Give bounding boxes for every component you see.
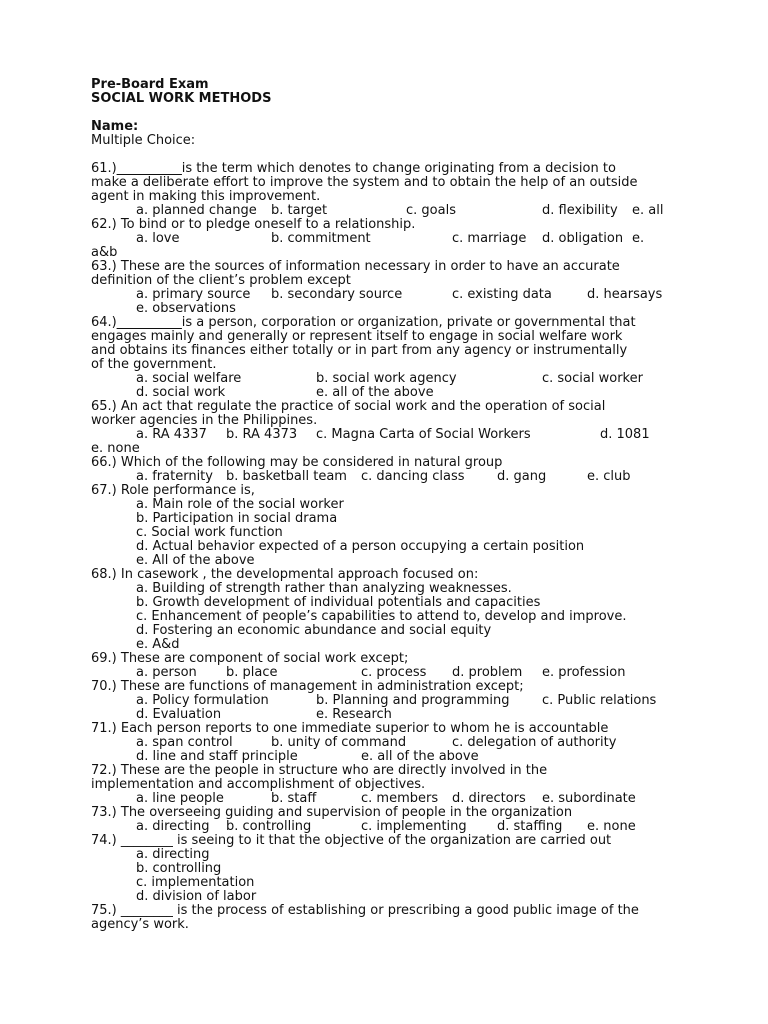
question-75: 75.) ________ is the process of establishing or prescribing a good public image of the [91,903,639,918]
option-d: d. gang [497,469,547,484]
options-row [91,694,691,708]
option-e: e. all [632,203,664,218]
question-text: agency’s work. [91,917,189,932]
option-e: e. subordinate [542,791,636,806]
option-c: c. social worker [542,371,643,386]
option-d: d. Actual behavior expected of a person occupying a certain position [136,539,585,554]
option-b: b. basketball team [226,469,347,484]
option-c-row [91,610,691,624]
question-71: 71.) Each person reports to one immediate superior to whom he is accountable [91,721,609,736]
option-c: c. delegation of authority [452,735,617,750]
question-text: definition of the client’s problem except [91,273,351,288]
option-b: b. unity of command [271,735,407,750]
option-e: e. all of the above [316,385,434,400]
option-b: b. Participation in social drama [136,511,338,526]
question-73: 73.) The overseeing guiding and supervision of people in the organization [91,805,573,820]
question-64 [91,316,691,330]
option-d: d. problem [452,665,523,680]
option-a-row [91,582,691,596]
option-a: a. Main role of the social worker [136,497,344,512]
option-e: e. club [587,469,631,484]
option-b: b. commitment [271,231,371,246]
option-a: a. love [136,231,180,246]
option-d: d. line and staff principle [136,749,298,764]
option-c: c. Magna Carta of Social Workers [316,427,531,442]
option-c: c. goals [406,203,456,218]
question-74: 74.) ________ is seeing to it that the objective of the organization are carried out [91,833,612,848]
option-c: c. Enhancement of people’s capabilities to attend to, develop and improve. [136,609,627,624]
option-e: e. Research [316,707,392,722]
option-b-row [91,512,691,526]
question-63: 63.) These are the sources of information necessary in order to have an accurate [91,259,620,274]
question-69: 69.) These are component of social work except; [91,651,409,666]
option-c: c. existing data [452,287,552,302]
option-e: e. A&d [136,637,180,652]
options-row [91,750,691,764]
option-d: d. staffing [497,819,563,834]
options-row [91,372,691,386]
question-text: and obtains its finances either totally or in part from any agency or instrumentally [91,343,628,358]
question-62: 62.) To bind or to pledge oneself to a relationship. [91,217,416,232]
option-d: d. flexibility [542,203,618,218]
option-b: b. controlling [226,819,312,834]
question-text: make a deliberate effort to improve the system and to obtain the help of an outside [91,175,638,190]
question-number: 61.) [91,161,117,176]
option-c: c. members [361,791,439,806]
options-row [91,302,691,316]
option-c: c. dancing class [361,469,465,484]
option-a: a. person [136,665,197,680]
options-row [91,666,691,680]
option-c: c. implementation [136,875,255,890]
option-a: a. planned change [136,203,257,218]
option-c: c. marriage [452,231,527,246]
option-d-row [91,624,691,638]
option-a: a. primary source [136,287,251,302]
question-61 [91,162,691,176]
option-d-row [91,540,691,554]
question-72: 72.) These are the people in structure who are directly involved in the [91,763,548,778]
option-b: b. Planning and programming [316,693,510,708]
option-e: e. observations [136,301,236,316]
question-text: implementation and accomplishment of objectives. [91,777,426,792]
option-e-row [91,638,691,652]
answer-blank: __________ [116,161,182,176]
questions-block [91,162,691,932]
option-c: c. Public relations [542,693,657,708]
question-text: worker agencies in the Philippines. [91,413,318,428]
question-70: 70.) These are functions of management in administration except; [91,679,524,694]
name-label: Name: [91,119,139,134]
option-a-row [91,848,691,862]
option-a: a. span control [136,735,233,750]
question-65: 65.) An act that regulate the practice of social work and the operation of social [91,399,606,414]
option-a-row [91,498,691,512]
exam-title: Pre-Board Exam [91,77,209,92]
options-row [91,820,691,834]
option-d: d. hearsays [587,287,663,302]
option-a: a. Building of strength rather than analyzing weaknesses. [136,581,512,596]
option-e: e. none [91,441,140,456]
option-a: a. directing [136,847,210,862]
options-row [91,386,691,400]
option-d-row [91,890,691,904]
question-67: 67.) Role performance is, [91,483,255,498]
question-text: engages mainly and generally or represent itself to engage in social welfare work [91,329,623,344]
option-b: b. place [226,665,278,680]
question-text: agent in making this improvement. [91,189,321,204]
options-row [91,204,691,218]
option-b: b. secondary source [271,287,403,302]
question-text: is the term which denotes to change originating from a decision to [181,161,616,176]
option-a: a. directing [136,819,210,834]
option-a: a. social welfare [136,371,242,386]
option-a: a. fraternity [136,469,213,484]
question-68: 68.) In casework , the developmental approach focused on: [91,567,479,582]
options-row [91,470,691,484]
option-c: c. Social work function [136,525,283,540]
option-d: d. Fostering an economic abundance and social equity [136,623,492,638]
exam-subject: SOCIAL WORK METHODS [91,91,272,106]
options-row [91,736,691,750]
option-c-row [91,526,691,540]
option-b: b. staff [271,791,317,806]
options-row [91,708,691,722]
section-label: Multiple Choice: [91,133,196,148]
option-b: b. social work agency [316,371,457,386]
option-e: e. profession [542,665,626,680]
option-e: e. none [587,819,636,834]
option-a: a. line people [136,791,224,806]
options-row [91,428,691,442]
option-c: c. implementing [361,819,467,834]
option-b: b. controlling [136,861,222,876]
option-d: d. Evaluation [136,707,222,722]
option-d: d. 1081 [600,427,650,442]
option-b: b. RA 4373 [226,427,298,442]
option-e: e. All of the above [136,553,255,568]
option-a: a. RA 4337 [136,427,207,442]
question-number: 64.) [91,315,117,330]
option-c-row [91,876,691,890]
question-text: is a person, corporation or organization, private or governmental that [181,315,636,330]
option-a: a. Policy formulation [136,693,269,708]
option-b-row [91,862,691,876]
question-66: 66.) Which of the following may be considered in natural group [91,455,503,470]
option-c: c. process [361,665,427,680]
options-row [91,232,691,246]
option-e-row [91,554,691,568]
option-d: d. social work [136,385,226,400]
option-e: e. all of the above [361,749,479,764]
options-row [91,792,691,806]
option-b: b. Growth development of individual potentials and capacities [136,595,541,610]
option-b: b. target [271,203,328,218]
option-d: d. directors [452,791,526,806]
option-d: d. obligation [542,231,624,246]
option-e: e. [632,231,645,246]
option-d: d. division of labor [136,889,257,904]
answer-blank: __________ [116,315,182,330]
option-b-row [91,596,691,610]
option-e-continued: a&b [91,245,118,260]
options-row [91,288,691,302]
question-text: of the government. [91,357,217,372]
